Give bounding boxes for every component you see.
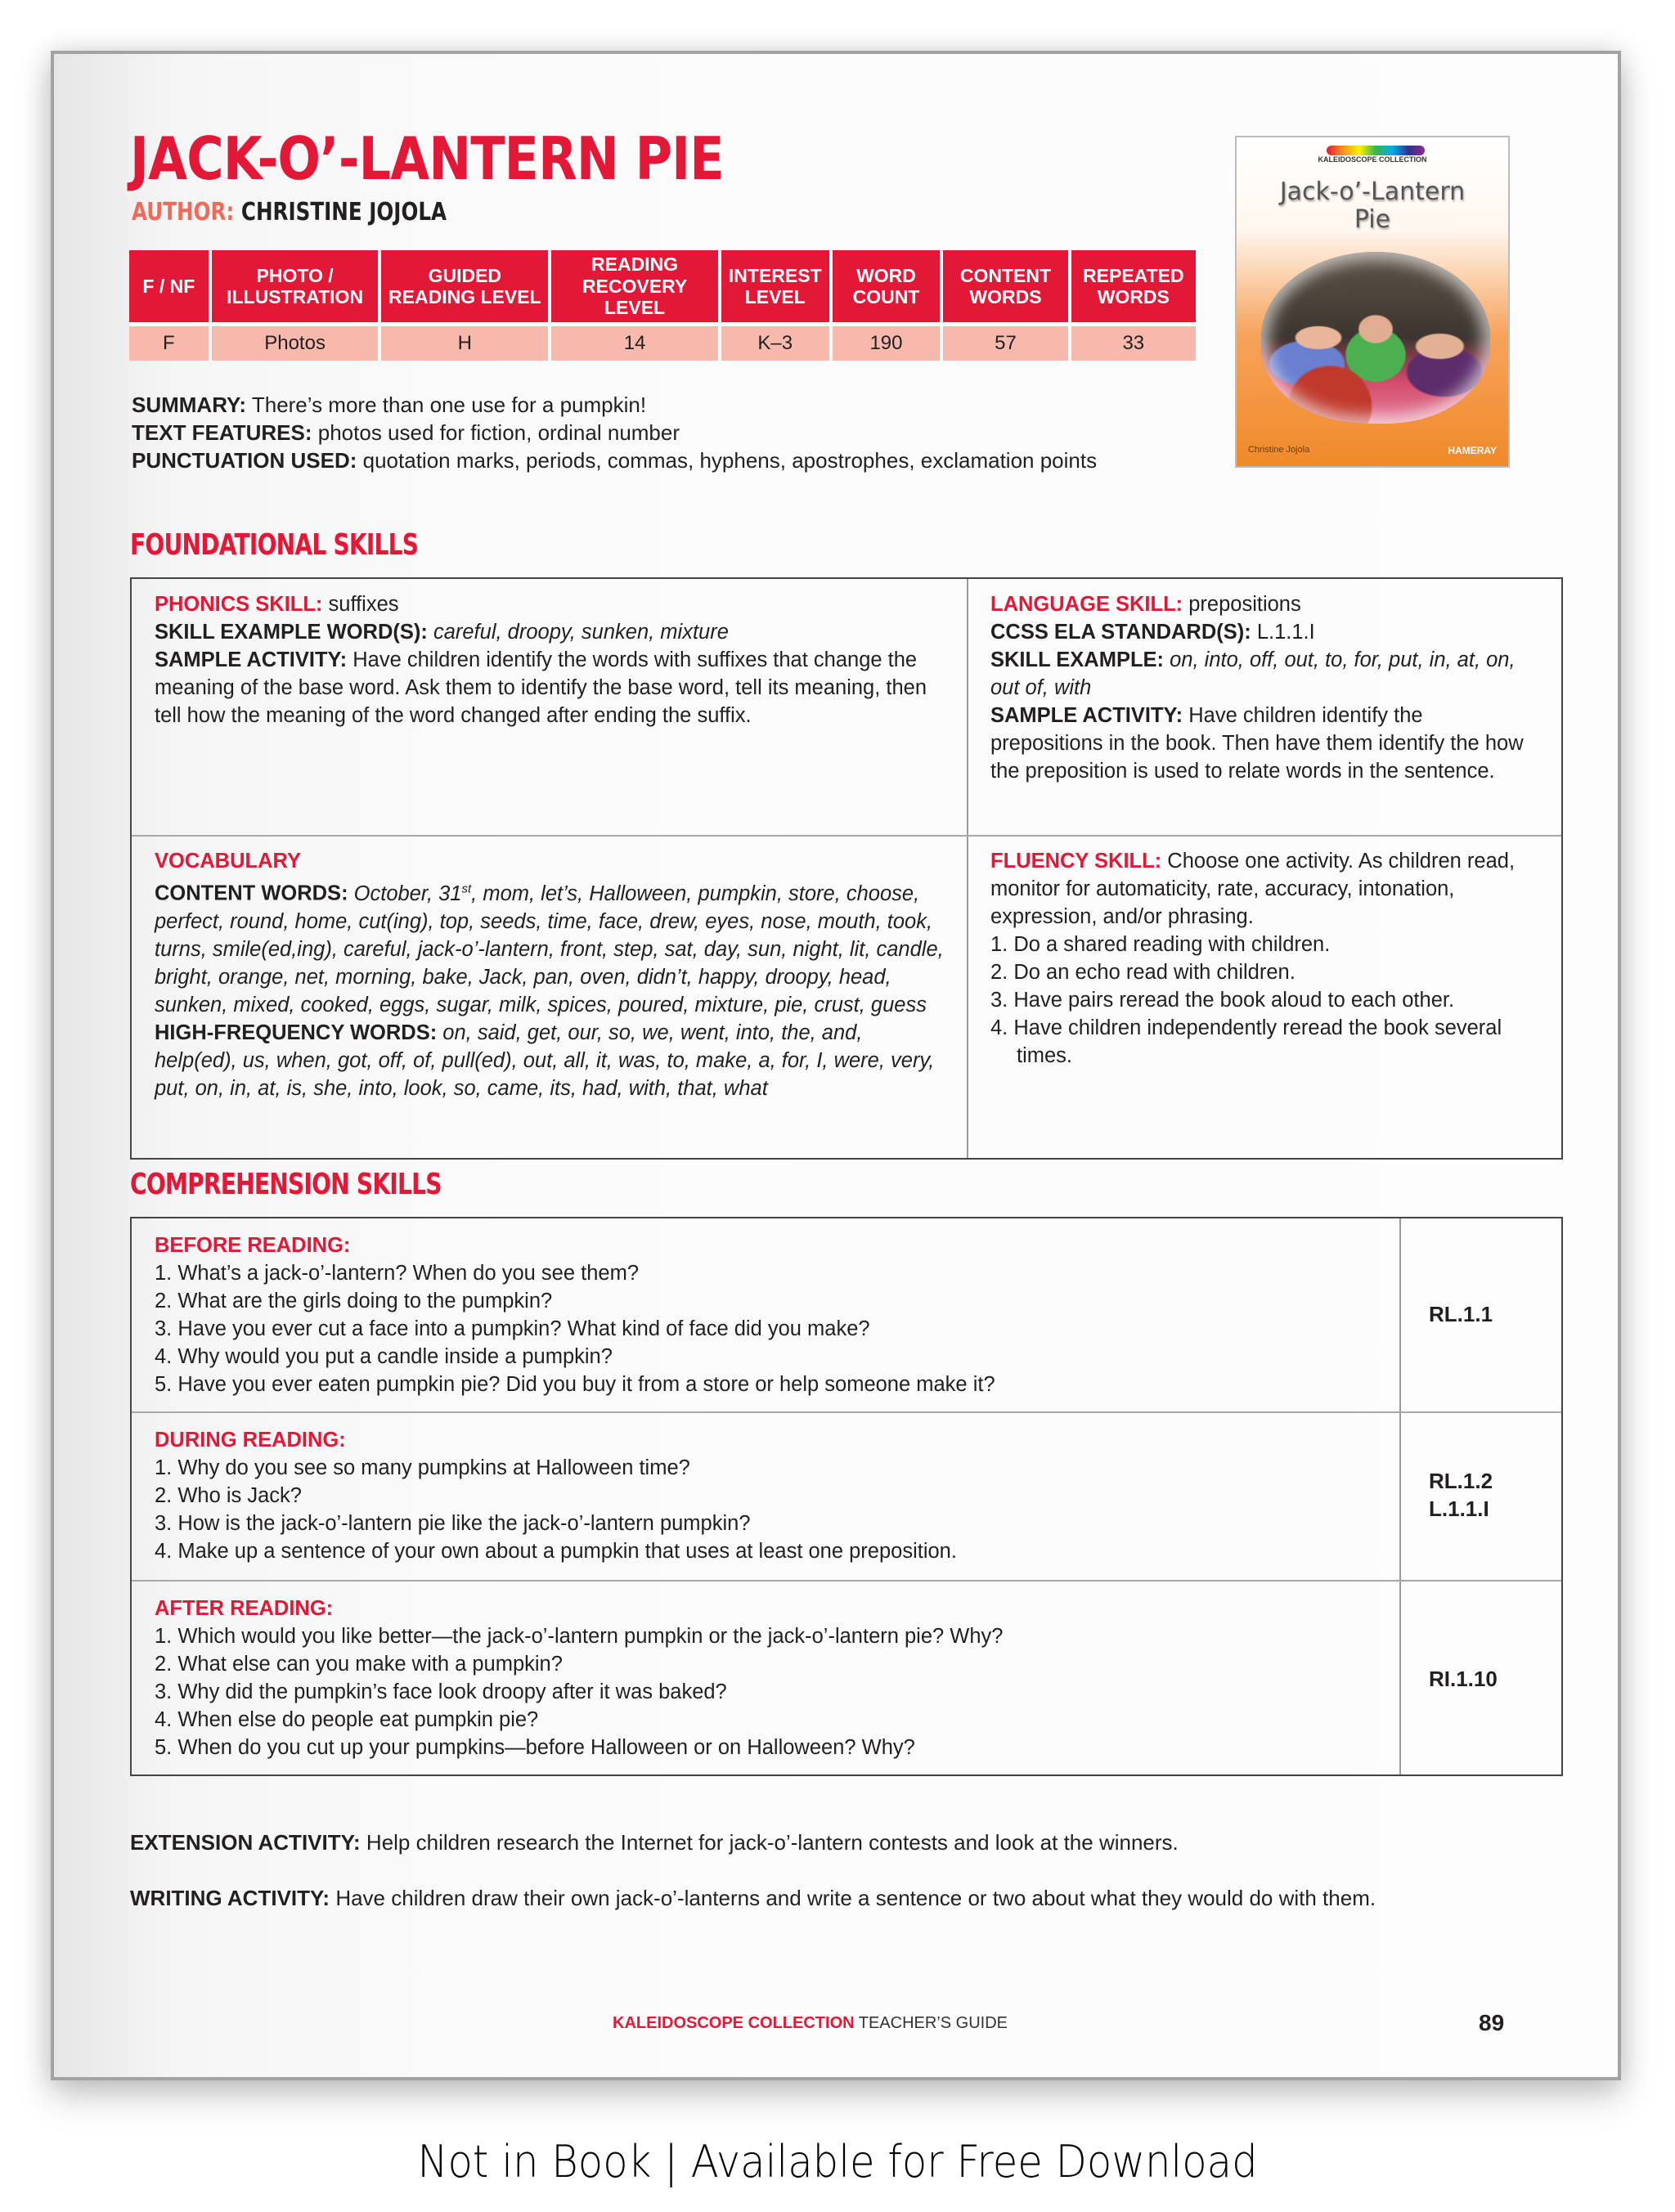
cover-title-line: Jack-o’-Lantern	[1279, 177, 1466, 206]
writing-activity	[130, 1884, 1520, 1912]
stats-header: INTEREST LEVEL	[721, 250, 829, 322]
language-label: LANGUAGE SKILL:	[990, 593, 1183, 616]
before-reading-label: BEFORE READING:	[155, 1234, 351, 1257]
grid-divider	[1399, 1218, 1401, 1775]
question: 1. What’s a jack-o’-lantern? When do you see them?	[155, 1262, 640, 1285]
grid-divider	[132, 835, 1561, 837]
language-example-label: SKILL EXAMPLE:	[990, 648, 1165, 671]
question: 4. When else do people eat pumpkin pie?	[155, 1708, 539, 1731]
author-label: AUTHOR:	[132, 198, 235, 227]
stats-header: WORD COUNT	[833, 250, 941, 322]
standard-code	[1429, 1467, 1493, 1523]
high-frequency-words: on, said, get, our, so, we, went, into, the, and, help(ed), us, when, got, off, of, pull(ed), out, all, it, was, to, make, a, for, I, were, very, put, on, in, at, is, she, into, look, so, came, its, had, with, that, what	[155, 1021, 935, 1100]
fluency-activity: 3. Have pairs reread the book aloud to each other.	[990, 989, 1455, 1012]
text-features-text: photos used for fiction, ordinal number	[312, 420, 680, 445]
language-activity: Have children identify the prepositions in the book. Then have them identify the how the preposition is used to relate words in the sentence.	[990, 704, 1524, 783]
kaleidoscope-logo-icon	[1327, 146, 1425, 155]
question: 4. Make up a sentence of your own about a pumpkin that uses at least one preposition.	[155, 1540, 957, 1563]
language-cell	[979, 590, 1543, 785]
stats-value: Photos	[212, 322, 379, 361]
cover-publisher: HAMERAY	[1448, 445, 1497, 456]
comprehension-skills-heading: COMPREHENSION SKILLS	[130, 1168, 442, 1201]
standard-code-line: L.1.1.I	[1429, 1496, 1489, 1521]
guide-page	[51, 51, 1621, 2080]
question: 4. Why would you put a candle inside a pumpkin?	[155, 1345, 613, 1368]
high-frequency-label: HIGH-FREQUENCY WORDS:	[155, 1021, 438, 1044]
grid-divider	[132, 1580, 1561, 1582]
page-footer	[613, 2014, 1008, 2033]
extension-label: EXTENSION ACTIVITY:	[130, 1830, 361, 1855]
vocabulary-cell	[143, 847, 961, 1102]
punctuation-text: quotation marks, periods, commas, hyphens, apostrophes, exclamation points	[357, 448, 1098, 473]
comprehension-grid	[130, 1217, 1563, 1776]
stats-header: READING RECOVERY LEVEL	[551, 250, 718, 322]
vocabulary-label: VOCABULARY	[155, 850, 301, 873]
fluency-label: FLUENCY SKILL:	[990, 850, 1162, 873]
standard-code-line: RI.1.10	[1429, 1667, 1498, 1691]
standard-label: CCSS ELA STANDARD(S):	[990, 621, 1251, 644]
after-reading-label: AFTER READING:	[155, 1597, 334, 1620]
extension-activity	[130, 1828, 1520, 1856]
book-stats-table	[126, 250, 1199, 361]
text-features-label: TEXT FEATURES:	[132, 420, 312, 445]
fluency-activity: 1. Do a shared reading with children.	[990, 933, 1331, 956]
stats-header-row	[129, 250, 1196, 322]
phonics-cell	[143, 590, 961, 729]
question: 5. When do you cut up your pumpkins—before Halloween or on Halloween? Why?	[155, 1736, 915, 1759]
book-cover-image	[1235, 136, 1510, 468]
question: 3. How is the jack-o’-lantern pie like the jack-o’-lantern pumpkin?	[155, 1512, 751, 1535]
content-words-text: October, 31	[348, 882, 462, 905]
stats-value: 57	[943, 322, 1067, 361]
footer-collection: KALEIDOSCOPE COLLECTION	[613, 2014, 855, 2032]
phonics-value: suffixes	[322, 593, 399, 616]
author-line	[132, 198, 447, 227]
fluency-intro: Choose one activity. As children read, monitor for automaticity, rate, accuracy, intonation, expression, and/or phrasing.	[990, 850, 1516, 928]
language-value: prepositions	[1183, 593, 1301, 616]
stats-header: F / NF	[129, 250, 209, 322]
summary-label: SUMMARY:	[132, 393, 247, 417]
stats-header: CONTENT WORDS	[943, 250, 1067, 322]
activities	[130, 1828, 1520, 1912]
page-number: 89	[1479, 2010, 1505, 2035]
standard-value: L.1.1.I	[1251, 621, 1315, 644]
language-example: on, into, off, out, to, for, put, in, at, on, out of, with	[990, 648, 1516, 699]
stats-header: REPEATED WORDS	[1071, 250, 1196, 322]
writing-label: WRITING ACTIVITY:	[130, 1886, 330, 1910]
stats-value: 33	[1071, 322, 1196, 361]
punctuation-line	[132, 446, 1097, 474]
fluency-activity: 4. Have children independently reread the book several times.	[990, 1016, 1502, 1067]
stats-value-row	[129, 322, 1196, 361]
foundational-skills-grid	[130, 577, 1563, 1160]
phonics-label: PHONICS SKILL:	[155, 593, 323, 616]
cover-title	[1237, 178, 1508, 234]
summary-text: There’s more than one use for a pumpkin!	[246, 393, 647, 417]
phonics-example: careful, droopy, sunken, mixture	[427, 621, 729, 644]
content-words-text: , mom, let’s, Halloween, pumpkin, store, choose, perfect, round, home, cut(ing), top, seeds, time, face, drew, eyes, nose, mouth, took, turns, smile(ed,ing), careful, jack-o’-lantern, front, step, sat, day, sun, night, lit, candle, bright, orange, net, morning, bake, Jack, pan, oven, didn’t, happy, droopy, head, sunken, mixed, cooked, eggs, sugar, milk, spices, poured, mixture, pie, crust, guess	[155, 882, 944, 1016]
phonics-example-label: SKILL EXAMPLE WORD(S):	[155, 621, 428, 644]
grid-divider	[132, 1411, 1561, 1413]
before-reading-cell	[143, 1232, 1386, 1398]
cover-photo	[1261, 252, 1490, 424]
question: 5. Have you ever eaten pumpkin pie? Did you buy it from a store or help someone make it?	[155, 1373, 995, 1396]
cover-brand: KALEIDOSCOPE COLLECTION	[1318, 155, 1427, 164]
stats-header: GUIDED READING LEVEL	[381, 250, 548, 322]
standard-code	[1429, 1665, 1498, 1693]
punctuation-label: PUNCTUATION USED:	[132, 448, 357, 473]
content-words-label: CONTENT WORDS:	[155, 882, 348, 905]
during-reading-label: DURING READING:	[155, 1429, 346, 1451]
footer-guide: TEACHER’S GUIDE	[854, 2014, 1008, 2032]
stats-value: H	[381, 322, 548, 361]
stats-value: 190	[833, 322, 941, 361]
question: 1. Why do you see so many pumpkins at Halloween time?	[155, 1456, 690, 1479]
fluency-cell	[979, 847, 1543, 1070]
question: 2. What else can you make with a pumpkin?	[155, 1653, 563, 1676]
cover-title-line: Pie	[1354, 205, 1391, 234]
book-meta	[132, 391, 1097, 474]
cover-author: Christine Jojola	[1248, 445, 1310, 455]
standard-code-line: RL.1.2	[1429, 1469, 1493, 1493]
stats-header: PHOTO / ILLUSTRATION	[212, 250, 379, 322]
standard-code-line: RL.1.1	[1429, 1302, 1493, 1326]
language-activity-label: SAMPLE ACTIVITY:	[990, 704, 1183, 727]
question: 2. Who is Jack?	[155, 1484, 302, 1507]
standard-code	[1429, 1300, 1493, 1328]
grid-divider	[967, 579, 968, 1158]
phonics-activity-label: SAMPLE ACTIVITY:	[155, 648, 348, 671]
author-name: CHRISTINE JOJOLA	[240, 198, 447, 227]
during-reading-cell	[143, 1426, 1386, 1565]
extension-text: Help children research the Internet for jack-o’-lantern contests and look at the winners.	[360, 1830, 1179, 1855]
download-banner: Not in Book | Available for Free Download	[417, 2136, 1258, 2187]
question: 1. Which would you like better—the jack-o’-lantern pumpkin or the jack-o’-lantern pie? Why?	[155, 1625, 1004, 1648]
page-title: JACK-O’-LANTERN PIE	[130, 124, 724, 193]
question: 2. What are the girls doing to the pumpkin?	[155, 1290, 553, 1312]
writing-text: Have children draw their own jack-o’-lanterns and write a sentence or two about what they would do with them.	[330, 1886, 1376, 1910]
after-reading-cell	[143, 1595, 1386, 1761]
text-features-line	[132, 419, 1097, 446]
stats-value: 14	[551, 322, 718, 361]
question: 3. Have you ever cut a face into a pumpkin? What kind of face did you make?	[155, 1317, 870, 1340]
fluency-activity-list	[990, 931, 1532, 1070]
fluency-activity: 2. Do an echo read with children.	[990, 961, 1296, 984]
ordinal-suffix: st	[461, 882, 472, 895]
foundational-skills-heading: FOUNDATIONAL SKILLS	[130, 528, 419, 562]
stats-value: K–3	[721, 322, 829, 361]
question: 3. Why did the pumpkin’s face look droopy after it was baked?	[155, 1680, 727, 1703]
phonics-activity: Have children identify the words with suffixes that change the meaning of the base word. Ask them to identify the base word, tell its meaning, then tell how the meaning of the word changed after ending the suffix.	[155, 648, 927, 727]
summary-line	[132, 391, 1097, 419]
stats-value: F	[129, 322, 209, 361]
